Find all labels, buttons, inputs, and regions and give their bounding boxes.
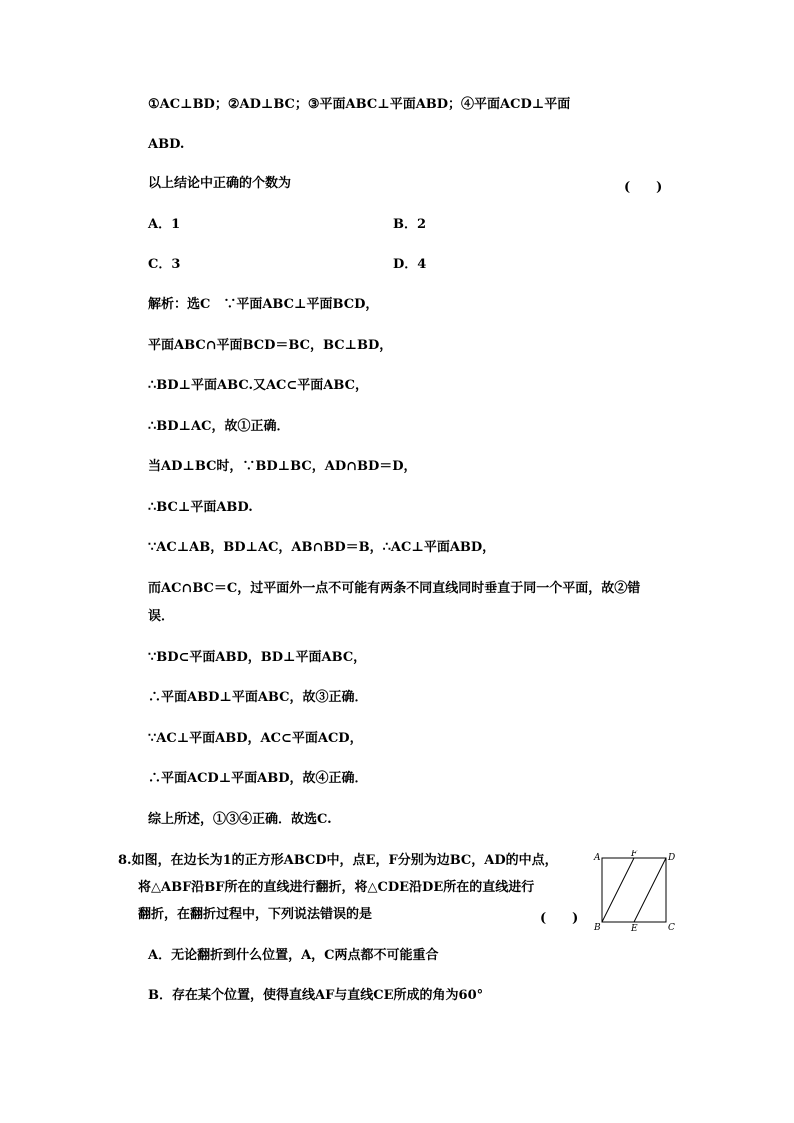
solution-line: ∴BD⊥平面ABC.又AC⊂平面ABC， xyxy=(148,378,368,393)
solution-line: 而AC∩BC＝C，过平面外一点不可能有两条不同直线同时垂直于同一个平面，故②错 xyxy=(148,581,641,596)
label-c: C xyxy=(668,923,675,933)
question-8-line-3: 翻折，在翻折过程中，下列说法错误的是 xyxy=(138,907,373,922)
solution-line: 解析：选C ∵平面ABC⊥平面BCD， xyxy=(148,297,379,312)
label-b: B xyxy=(594,923,601,933)
solution-line: ∴平面ABD⊥平面ABC，故③正确． xyxy=(148,690,368,705)
option-d: D．4 xyxy=(393,257,427,272)
label-a: A xyxy=(594,853,601,863)
solution-line: 误． xyxy=(148,609,175,624)
option-b: B．2 xyxy=(393,217,427,232)
label-f: F xyxy=(631,850,638,859)
option-a: A．1 xyxy=(148,217,181,232)
solution-line: ∴平面ACD⊥平面ABD，故④正确． xyxy=(148,771,368,786)
question-8-option-b: B．存在某个位置，使得直线AF与直线CE所成的角为60° xyxy=(148,988,484,1003)
solution-line: ∴BC⊥平面ABD. xyxy=(148,500,253,515)
segment-ed xyxy=(634,858,666,922)
answer-paren-8: ( ) xyxy=(540,911,579,926)
solution-line: 平面ABC∩平面BCD＝BC，BC⊥BD， xyxy=(148,338,393,353)
square-abcd xyxy=(602,858,666,922)
segment-bf xyxy=(602,858,634,922)
question-stem: 以上结论中正确的个数为 xyxy=(148,176,292,191)
solution-line: ∵AC⊥平面ABD，AC⊂平面ACD， xyxy=(148,731,363,746)
question-8-option-a: A．无论翻折到什么位置，A，C两点都不可能重合 xyxy=(148,948,439,963)
solution-line: 当AD⊥BC时，∵BD⊥BC，AD∩BD＝D， xyxy=(148,459,417,474)
statement-line-1: ①AC⊥BD；②AD⊥BC；③平面ABC⊥平面ABD；④平面ACD⊥平面 xyxy=(148,97,571,112)
label-d: D xyxy=(668,853,676,863)
square-figure xyxy=(592,850,680,934)
solution-line: ∵BD⊂平面ABD，BD⊥平面ABC， xyxy=(148,650,367,665)
question-8-line-2: 将△ABF沿BF所在的直线进行翻折，将△CDE沿DE所在的直线进行 xyxy=(138,880,535,895)
option-c: C．3 xyxy=(148,257,181,272)
statement-line-2: ABD. xyxy=(148,137,185,152)
answer-paren-7: ( ) xyxy=(624,180,663,195)
solution-conclusion: 综上所述，①③④正确．故选C. xyxy=(148,812,332,827)
question-8-line-1: 8.如图，在边长为1的正方形ABCD中，点E，F分别为边BC，AD的中点， xyxy=(118,853,558,868)
label-e: E xyxy=(631,924,638,934)
solution-line: ∴BD⊥AC，故①正确． xyxy=(148,419,290,434)
solution-line: ∵AC⊥AB，BD⊥AC，AB∩BD＝B，∴AC⊥平面ABD， xyxy=(148,540,496,555)
